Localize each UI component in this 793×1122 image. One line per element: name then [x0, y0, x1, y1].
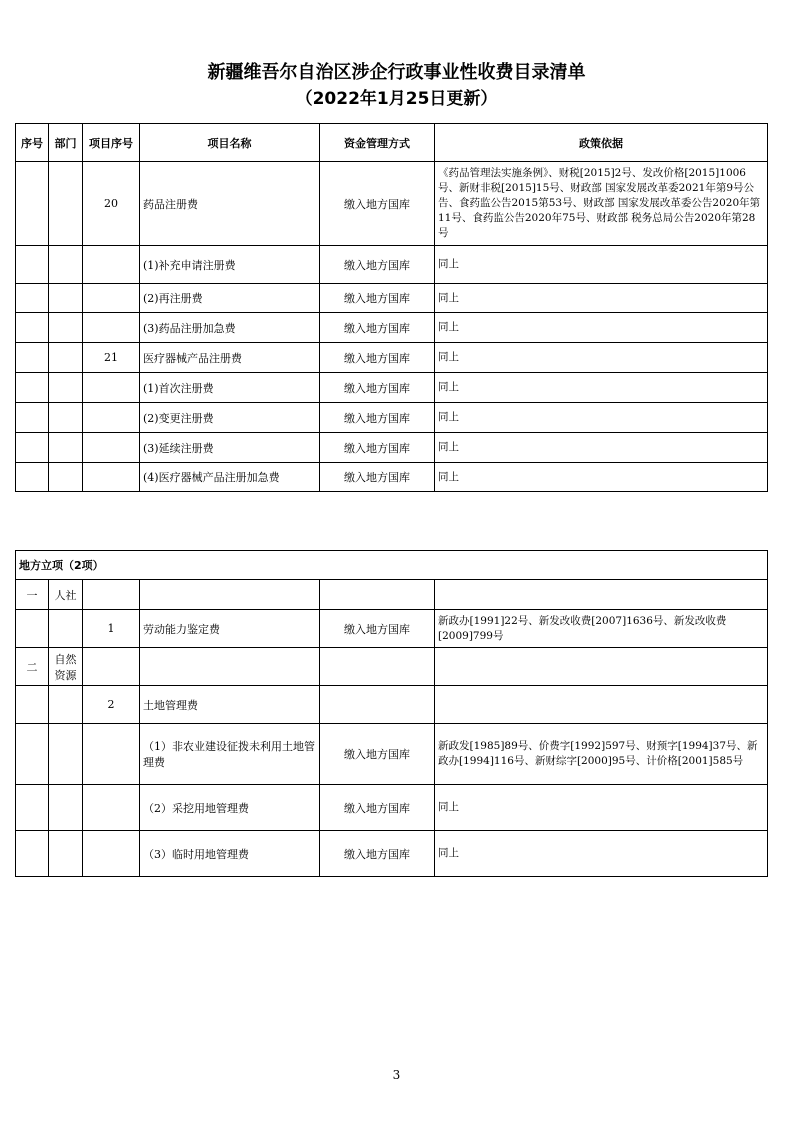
dept-cell	[49, 246, 83, 284]
fee-table-1	[15, 123, 768, 492]
item-name-cell: （1）非农业建设征拨未利用土地管理费	[140, 724, 320, 785]
item-no-cell: 21	[83, 343, 140, 373]
policy-basis-cell: 同上	[435, 463, 768, 492]
section-title: 地方立项（2项）	[16, 551, 768, 580]
table-row	[16, 580, 768, 610]
fund-method-cell: 缴入地方国库	[320, 785, 435, 831]
seq-cell	[16, 463, 49, 492]
seq-cell: 一	[16, 580, 49, 610]
policy-basis-cell: 《药品管理法实施条例》、财税[2015]2号、发改价格[2015]1006号、新财非税[2015]15号、财政部 国家发展改革委2021年第9号公告、食药监公告2015第53号、财政部 国家发展改革委公告2020年第11号、食药监公告2020年75号、财政部 税务总局公告2020年第28号	[435, 162, 768, 246]
fund-method-cell: 缴入地方国库	[320, 284, 435, 313]
fund-method-cell: 缴入地方国库	[320, 463, 435, 492]
dept-cell	[49, 831, 83, 877]
policy-basis-cell: 同上	[435, 433, 768, 463]
item-name-cell: 医疗器械产品注册费	[140, 343, 320, 373]
item-name-cell	[140, 580, 320, 610]
table-row	[16, 724, 768, 785]
dept-cell: 人社	[49, 580, 83, 610]
item-no-cell	[83, 463, 140, 492]
policy-basis-cell: 同上	[435, 403, 768, 433]
seq-cell: 二	[16, 648, 49, 686]
item-name-cell: （2）采挖用地管理费	[140, 785, 320, 831]
dept-cell	[49, 343, 83, 373]
item-name-cell: (1)首次注册费	[140, 373, 320, 403]
table-row	[16, 648, 768, 686]
table-row	[16, 162, 768, 246]
header-basis: 政策依据	[435, 124, 768, 162]
policy-basis-cell	[435, 686, 768, 724]
item-name-cell: （3）临时用地管理费	[140, 831, 320, 877]
seq-cell	[16, 724, 49, 785]
fund-method-cell: 缴入地方国库	[320, 162, 435, 246]
table-row	[16, 403, 768, 433]
fund-method-cell	[320, 686, 435, 724]
item-no-cell	[83, 724, 140, 785]
seq-cell	[16, 284, 49, 313]
table-row	[16, 246, 768, 284]
document-subtitle: （2022年1月25日更新）	[295, 89, 498, 109]
dept-cell	[49, 284, 83, 313]
table-row	[16, 610, 768, 648]
fund-method-cell: 缴入地方国库	[320, 246, 435, 284]
item-name-cell: 土地管理费	[140, 686, 320, 724]
table-row	[16, 313, 768, 343]
table-row	[16, 373, 768, 403]
item-no-cell: 20	[83, 162, 140, 246]
table-row	[16, 284, 768, 313]
seq-cell	[16, 373, 49, 403]
item-name-cell	[140, 648, 320, 686]
fund-method-cell: 缴入地方国库	[320, 403, 435, 433]
header-seq: 序号	[16, 124, 49, 162]
policy-basis-cell: 同上	[435, 785, 768, 831]
policy-basis-cell: 同上	[435, 343, 768, 373]
seq-cell	[16, 433, 49, 463]
dept-cell	[49, 403, 83, 433]
dept-cell	[49, 162, 83, 246]
policy-basis-cell: 同上	[435, 831, 768, 877]
policy-basis-cell: 同上	[435, 284, 768, 313]
header-fund: 资金管理方式	[320, 124, 435, 162]
fund-method-cell: 缴入地方国库	[320, 343, 435, 373]
item-no-cell	[83, 284, 140, 313]
fund-method-cell: 缴入地方国库	[320, 433, 435, 463]
item-no-cell	[83, 373, 140, 403]
header-item-no: 项目序号	[83, 124, 140, 162]
table-row	[16, 343, 768, 373]
policy-basis-cell	[435, 648, 768, 686]
table-row	[16, 831, 768, 877]
dept-cell	[49, 686, 83, 724]
table-header-row	[16, 124, 768, 162]
dept-cell	[49, 313, 83, 343]
header-name: 项目名称	[140, 124, 320, 162]
table-row	[16, 785, 768, 831]
policy-basis-cell: 新政办[1991]22号、新发改收费[2007]1636号、新发改收费[2009]799号	[435, 610, 768, 648]
policy-basis-cell: 同上	[435, 313, 768, 343]
policy-basis-cell	[435, 580, 768, 610]
item-no-cell: 2	[83, 686, 140, 724]
table-row	[16, 463, 768, 492]
seq-cell	[16, 246, 49, 284]
seq-cell	[16, 162, 49, 246]
fund-method-cell: 缴入地方国库	[320, 313, 435, 343]
item-name-cell: (3)延续注册费	[140, 433, 320, 463]
item-name-cell: 药品注册费	[140, 162, 320, 246]
policy-basis-cell: 新政发[1985]89号、价费字[1992]597号、财预字[1994]37号、新政办[1994]116号、新财综字[2000]95号、计价格[2001]585号	[435, 724, 768, 785]
document-title: 新疆维吾尔自治区涉企行政事业性收费目录清单	[207, 62, 586, 83]
item-no-cell: 1	[83, 610, 140, 648]
item-no-cell	[83, 648, 140, 686]
page-number: 3	[392, 1068, 401, 1082]
fund-method-cell: 缴入地方国库	[320, 373, 435, 403]
fund-method-cell	[320, 580, 435, 610]
dept-cell	[49, 724, 83, 785]
dept-cell	[49, 373, 83, 403]
dept-cell: 自然资源	[49, 648, 83, 686]
seq-cell	[16, 610, 49, 648]
seq-cell	[16, 831, 49, 877]
fund-method-cell: 缴入地方国库	[320, 831, 435, 877]
fee-table-2	[15, 550, 768, 877]
item-no-cell	[83, 403, 140, 433]
table-row	[16, 686, 768, 724]
dept-cell	[49, 785, 83, 831]
section-row	[16, 551, 768, 580]
dept-cell	[49, 463, 83, 492]
seq-cell	[16, 686, 49, 724]
item-name-cell: (2)变更注册费	[140, 403, 320, 433]
seq-cell	[16, 403, 49, 433]
policy-basis-cell: 同上	[435, 373, 768, 403]
seq-cell	[16, 785, 49, 831]
seq-cell	[16, 313, 49, 343]
seq-cell	[16, 343, 49, 373]
item-name-cell: 劳动能力鉴定费	[140, 610, 320, 648]
fund-method-cell	[320, 648, 435, 686]
dept-cell	[49, 433, 83, 463]
item-no-cell	[83, 313, 140, 343]
item-name-cell: (3)药品注册加急费	[140, 313, 320, 343]
item-name-cell: (4)医疗器械产品注册加急费	[140, 463, 320, 492]
item-no-cell	[83, 580, 140, 610]
item-name-cell: (1)补充申请注册费	[140, 246, 320, 284]
header-dept: 部门	[49, 124, 83, 162]
dept-cell	[49, 610, 83, 648]
item-name-cell: (2)再注册费	[140, 284, 320, 313]
policy-basis-cell: 同上	[435, 246, 768, 284]
item-no-cell	[83, 785, 140, 831]
fund-method-cell: 缴入地方国库	[320, 610, 435, 648]
fund-method-cell: 缴入地方国库	[320, 724, 435, 785]
item-no-cell	[83, 246, 140, 284]
item-no-cell	[83, 831, 140, 877]
item-no-cell	[83, 433, 140, 463]
table-row	[16, 433, 768, 463]
